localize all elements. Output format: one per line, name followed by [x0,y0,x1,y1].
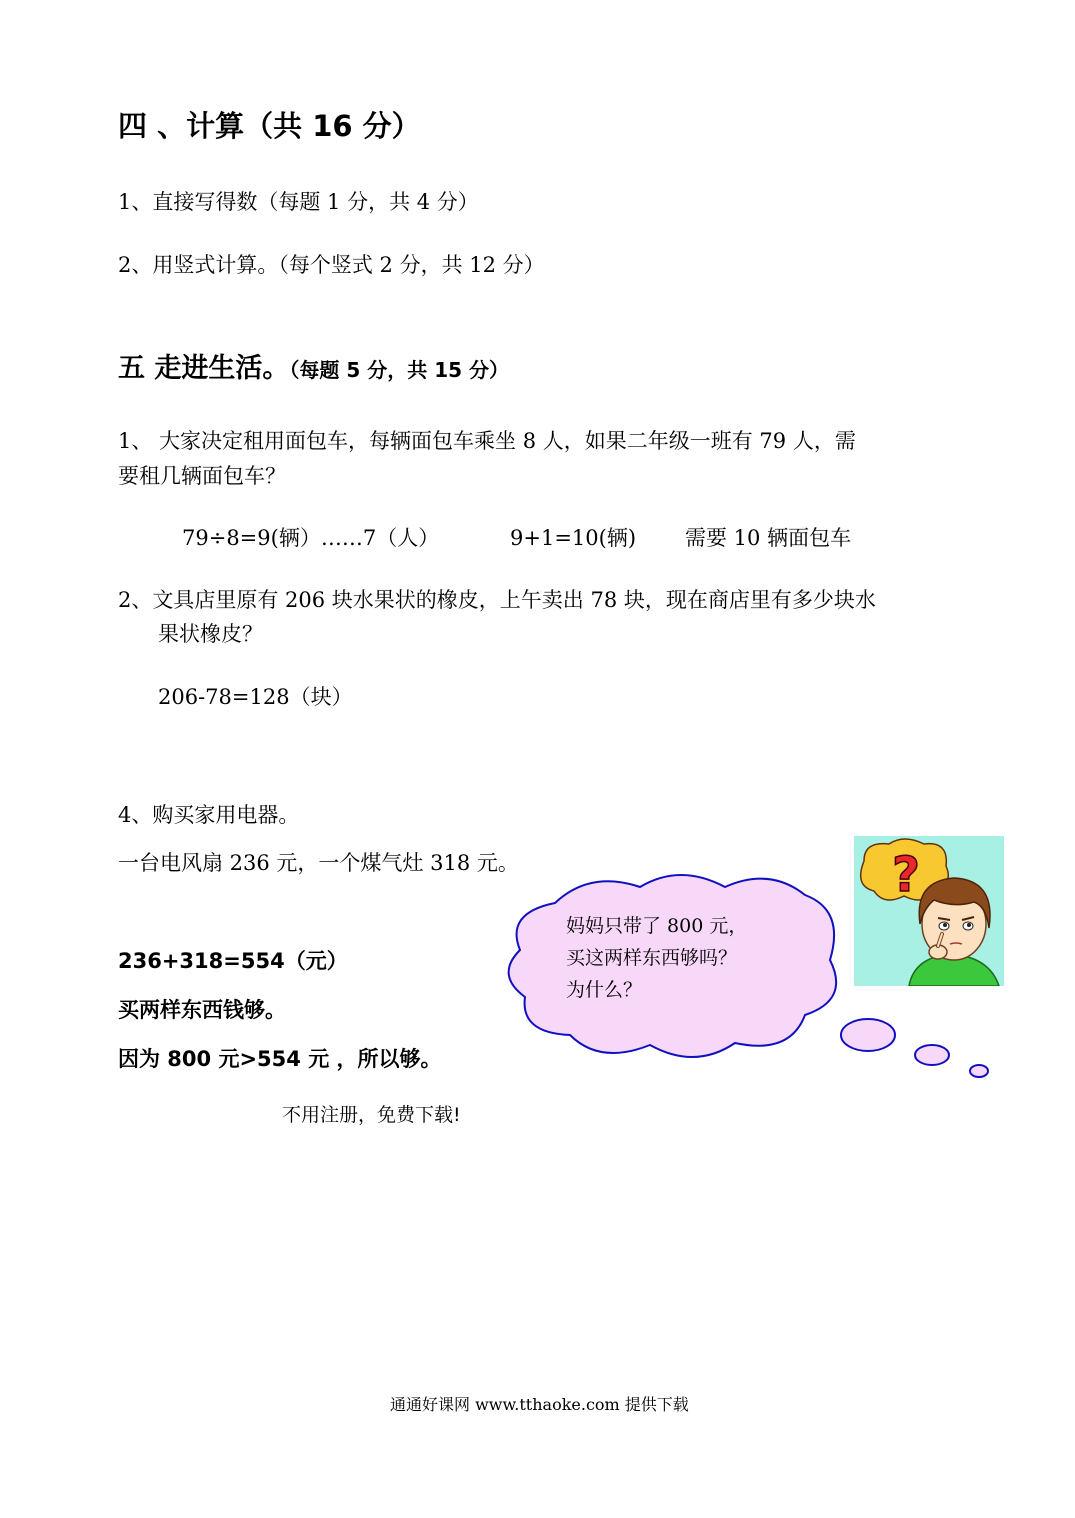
q4-info: 一台电风扇 236 元，一个煤气灶 318 元。 [118,851,519,875]
speech-line-2: 买这两样东西够吗？ [566,947,738,969]
q2-line-2: 果状橡皮？ [158,622,263,646]
q1-answer-addition: 9+1=10(辆) [510,526,637,550]
q1-answer-division: 79÷8=9(辆）……7（人） [182,526,440,550]
q1-line-2: 要租几辆面包车？ [118,464,286,488]
q4-answer-2: 因为 800 元>554 元 ，所以够。 [118,1047,442,1071]
q2-answer: 206-78=128（块） [158,685,353,709]
q2-line-1: 2、文具店里原有 206 块水果状的橡皮，上午卖出 78 块，现在商店里有多少块水 [118,588,876,612]
q1-answer-conclusion: 需要 10 辆面包车 [685,526,852,550]
q4-answer-calc: 236+318=554（元） [118,949,348,973]
q1-line-1: 1、 大家决定租用面包车，每辆面包车乘坐 8 人，如果二年级一班有 79 人，需 [118,429,856,453]
q4-answer-1: 买两样东西钱够。 [118,998,286,1022]
speech-line-1: 妈妈只带了 800 元， [566,915,748,937]
section-4-title: 四 、计算（共 16 分） [118,109,421,143]
promo-text: 不用注册，免费下载! [282,1104,461,1126]
thought-bubble-small [970,1065,988,1077]
section-5-title-note: （每题 5 分，共 15 分） [289,358,510,382]
section-5-title [118,346,509,385]
thought-bubble-medium [915,1045,949,1065]
thought-bubble-large [841,1019,895,1051]
q4-title: 4、购买家用电器。 [118,803,300,827]
speech-line-3: 为什么？ [566,979,643,1001]
section-5-title-main: 五 走进生活。 [118,353,290,384]
section-4-question-2: 2、用竖式计算。（每个竖式 2 分，共 12 分） [118,253,545,277]
thinking-boy-illustration [854,836,1004,986]
question-mark-icon: ? [892,847,920,903]
section-4-question-1: 1、直接写得数（每题 1 分，共 4 分） [118,190,479,214]
footer-text: 通通好课网 www.tthaoke.com 提供下载 [390,1395,689,1414]
